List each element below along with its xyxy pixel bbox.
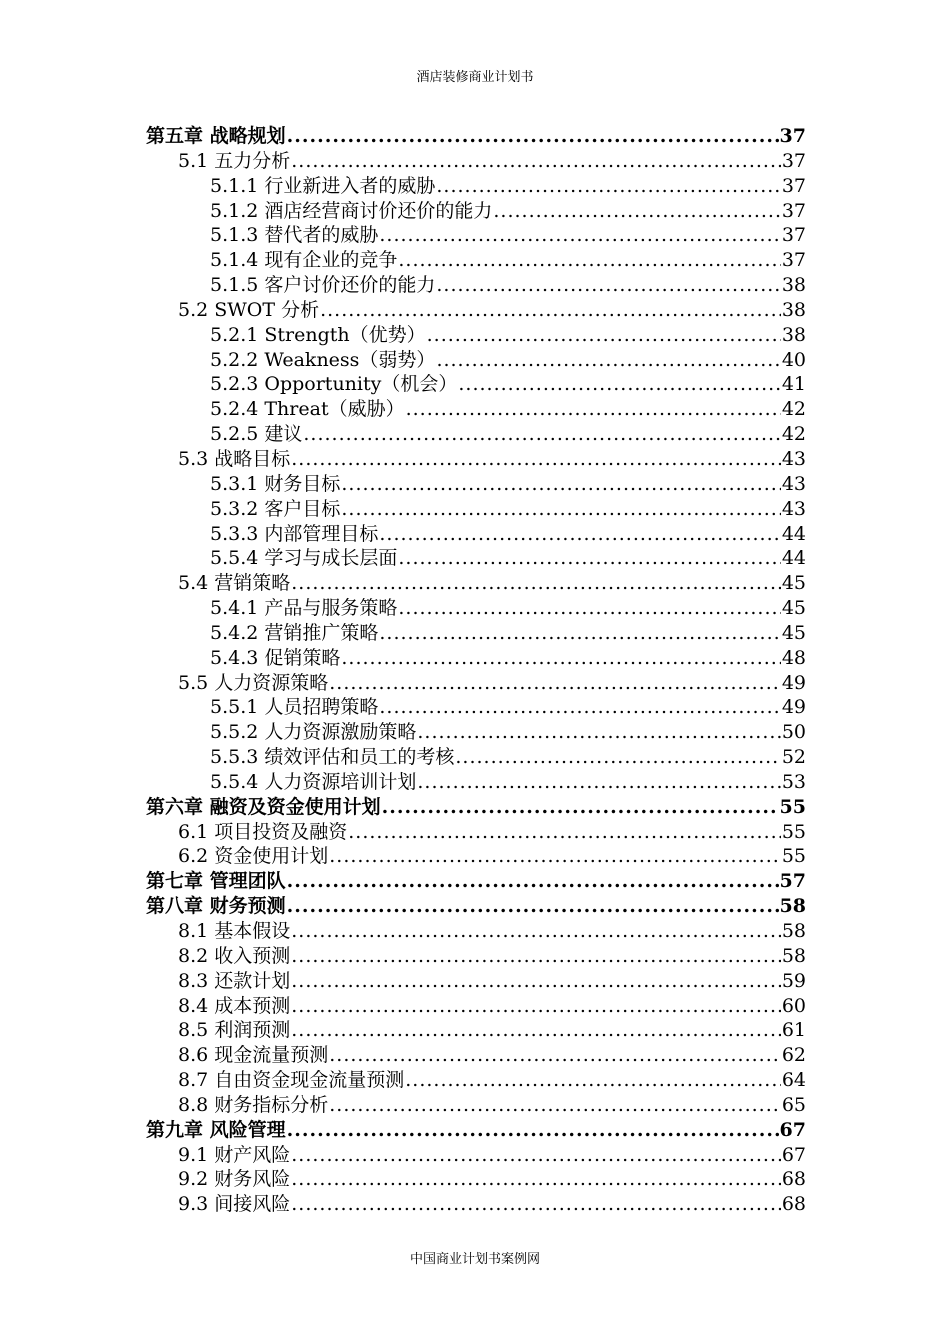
- toc-entry-label: 5.1 五力分析: [178, 149, 291, 172]
- toc-leader-dots: [417, 720, 780, 745]
- toc-leader-dots: [287, 894, 779, 919]
- toc-entry-page-number: 60: [781, 994, 806, 1017]
- toc-entry[interactable]: [146, 1018, 806, 1043]
- toc-entry[interactable]: [146, 1068, 806, 1093]
- toc-entry-page-number: 49: [781, 696, 806, 719]
- page-header: 酒店装修商业计划书: [416, 70, 534, 85]
- toc-entry-page-number: 68: [781, 1168, 806, 1191]
- toc-leader-dots: [436, 273, 780, 298]
- toc-leader-dots: [287, 1118, 779, 1143]
- toc-entry[interactable]: [146, 124, 806, 149]
- toc-entry-page-number: 58: [781, 944, 806, 967]
- toc-entry-label: 5.4.1 产品与服务策略: [210, 597, 398, 620]
- toc-entry[interactable]: [146, 969, 806, 994]
- toc-entry[interactable]: [146, 994, 806, 1019]
- toc-entry-page-number: 44: [781, 522, 806, 545]
- toc-entry[interactable]: [146, 273, 806, 298]
- toc-entry-page-number: 52: [781, 746, 806, 769]
- toc-leader-dots: [436, 174, 780, 199]
- page-footer: 中国商业计划书案例网: [409, 1252, 540, 1267]
- toc-entry-label: 5.3.1 财务目标: [210, 472, 341, 495]
- toc-entry-label: 5.1.2 酒店经营商讨价还价的能力: [210, 199, 493, 222]
- toc-entry[interactable]: [146, 571, 806, 596]
- toc-entry-page-number: 37: [781, 149, 806, 172]
- toc-leader-dots: [291, 919, 781, 944]
- toc-entry-page-number: 38: [781, 323, 806, 346]
- toc-entry-label: 第七章 管理团队: [146, 870, 286, 893]
- toc-leader-dots: [291, 571, 781, 596]
- toc-entry-label: 5.4 营销策略: [178, 572, 291, 595]
- toc-entry-label: 5.3.3 内部管理目标: [210, 522, 379, 545]
- toc-entry[interactable]: [146, 174, 806, 199]
- toc-entry-page-number: 44: [781, 547, 806, 570]
- toc-entry[interactable]: [146, 894, 806, 919]
- toc-entry[interactable]: [146, 770, 806, 795]
- toc-entry-page-number: 49: [781, 671, 806, 694]
- toc-leader-dots: [341, 497, 780, 522]
- toc-leader-dots: [493, 199, 780, 224]
- toc-entry-label: 5.2.2 Weakness（弱势）: [210, 348, 436, 371]
- toc-entry-page-number: 37: [781, 199, 806, 222]
- toc-entry[interactable]: [146, 596, 806, 621]
- toc-entry-page-number: 45: [781, 621, 806, 644]
- toc-entry-page-number: 55: [779, 795, 806, 818]
- toc-leader-dots: [287, 124, 779, 149]
- toc-entry[interactable]: [146, 323, 806, 348]
- toc-entry-page-number: 62: [781, 1044, 806, 1067]
- toc-entry[interactable]: [146, 248, 806, 273]
- toc-entry[interactable]: [146, 522, 806, 547]
- toc-entry-page-number: 37: [781, 224, 806, 247]
- toc-entry[interactable]: [146, 546, 806, 571]
- toc-entry-page-number: 38: [781, 274, 806, 297]
- toc-leader-dots: [398, 596, 780, 621]
- toc-entry-page-number: 48: [781, 646, 806, 669]
- toc-entry[interactable]: [146, 497, 806, 522]
- toc-entry[interactable]: [146, 348, 806, 373]
- toc-entry[interactable]: [146, 671, 806, 696]
- toc-entry-label: 8.3 还款计划: [178, 969, 291, 992]
- toc-leader-dots: [291, 1167, 781, 1192]
- toc-entry-page-number: 67: [779, 1118, 806, 1141]
- toc-entry-page-number: 37: [781, 174, 806, 197]
- toc-entry[interactable]: [146, 919, 806, 944]
- toc-entry-label: 5.5 人力资源策略: [178, 671, 329, 694]
- toc-entry-page-number: 43: [781, 447, 806, 470]
- toc-leader-dots: [348, 820, 781, 845]
- toc-entry[interactable]: [146, 745, 806, 770]
- toc-entry[interactable]: [146, 1093, 806, 1118]
- toc-entry-page-number: 55: [781, 820, 806, 843]
- toc-entry-label: 第九章 风险管理: [146, 1118, 286, 1141]
- toc-entry[interactable]: [146, 720, 806, 745]
- toc-entry-label: 5.1.4 现有企业的竞争: [210, 249, 398, 272]
- table-of-contents: [146, 124, 806, 1217]
- toc-entry-page-number: 38: [781, 298, 806, 321]
- toc-entry-label: 5.2.4 Threat（威胁）: [210, 398, 405, 421]
- toc-leader-dots: [320, 298, 781, 323]
- toc-entry[interactable]: [146, 1118, 806, 1143]
- toc-leader-dots: [398, 546, 780, 571]
- toc-entry[interactable]: [146, 869, 806, 894]
- toc-entry-label: 第五章 战略规划: [146, 125, 286, 147]
- toc-entry-page-number: 64: [781, 1069, 806, 1092]
- toc-leader-dots: [287, 869, 779, 894]
- toc-entry-page-number: 42: [781, 398, 806, 421]
- toc-entry-label: 8.6 现金流量预测: [178, 1044, 329, 1067]
- toc-leader-dots: [406, 397, 781, 422]
- toc-leader-dots: [379, 522, 780, 547]
- toc-entry[interactable]: [146, 472, 806, 497]
- toc-entry-page-number: 42: [781, 423, 806, 446]
- toc-entry-label: 5.5.4 人力资源培训计划: [210, 770, 417, 793]
- toc-entry-label: 5.2.3 Opportunity（机会）: [210, 373, 458, 396]
- toc-entry-label: 9.2 财务风险: [178, 1168, 291, 1191]
- toc-entry[interactable]: [146, 422, 806, 447]
- toc-leader-dots: [458, 372, 780, 397]
- toc-entry-label: 8.7 自由资金现金流量预测: [178, 1069, 405, 1092]
- toc-entry-label: 5.5.3 绩效评估和员工的考核: [210, 746, 455, 769]
- toc-entry-page-number: 43: [781, 472, 806, 495]
- toc-entry-page-number: 57: [779, 870, 806, 893]
- toc-entry-page-number: 41: [781, 373, 806, 396]
- toc-entry-label: 5.1.3 替代者的威胁: [210, 224, 379, 247]
- toc-leader-dots: [291, 447, 781, 472]
- toc-entry-label: 8.8 财务指标分析: [178, 1093, 329, 1116]
- toc-entry-page-number: 65: [781, 1093, 806, 1116]
- toc-entry-page-number: 45: [781, 597, 806, 620]
- toc-entry[interactable]: [146, 820, 806, 845]
- toc-leader-dots: [455, 745, 780, 770]
- toc-entry[interactable]: [146, 447, 806, 472]
- toc-entry-label: 8.5 利润预测: [178, 1019, 291, 1042]
- toc-leader-dots: [417, 770, 780, 795]
- toc-entry-label: 5.2 SWOT 分析: [178, 298, 320, 321]
- toc-entry[interactable]: [146, 223, 806, 248]
- toc-entry[interactable]: [146, 695, 806, 720]
- toc-entry-label: 9.1 财产风险: [178, 1143, 291, 1166]
- toc-entry-label: 5.2.5 建议: [210, 423, 303, 446]
- toc-entry-page-number: 45: [781, 572, 806, 595]
- toc-leader-dots: [341, 472, 780, 497]
- toc-entry[interactable]: [146, 372, 806, 397]
- toc-leader-dots: [382, 795, 779, 820]
- toc-leader-dots: [329, 1043, 781, 1068]
- toc-entry-label: 6.2 资金使用计划: [178, 845, 329, 868]
- toc-leader-dots: [291, 944, 781, 969]
- toc-leader-dots: [303, 422, 780, 447]
- toc-entry-page-number: 40: [781, 348, 806, 371]
- toc-entry-label: 8.1 基本假设: [178, 920, 291, 942]
- toc-leader-dots: [291, 994, 781, 1019]
- toc-entry-label: 5.3 战略目标: [178, 447, 291, 470]
- toc-entry-label: 8.4 成本预测: [178, 994, 291, 1017]
- toc-entry[interactable]: [146, 199, 806, 224]
- toc-entry-label: 5.5.2 人力资源激励策略: [210, 721, 417, 744]
- toc-entry-label: 5.3.2 客户目标: [210, 497, 341, 520]
- toc-leader-dots: [398, 248, 780, 273]
- toc-entry-label: 第六章 融资及资金使用计划: [146, 795, 381, 818]
- toc-entry[interactable]: [146, 149, 806, 174]
- toc-leader-dots: [291, 1143, 781, 1168]
- toc-leader-dots: [379, 695, 780, 720]
- toc-entry[interactable]: [146, 944, 806, 969]
- toc-entry-label: 5.4.2 营销推广策略: [210, 621, 379, 644]
- toc-entry-label: 5.1.1 行业新进入者的威胁: [210, 174, 436, 197]
- toc-entry-page-number: 53: [781, 770, 806, 793]
- toc-leader-dots: [379, 223, 780, 248]
- toc-entry-page-number: 59: [781, 969, 806, 992]
- toc-entry-page-number: 58: [781, 920, 806, 942]
- toc-leader-dots: [436, 348, 780, 373]
- toc-leader-dots: [329, 671, 781, 696]
- toc-entry[interactable]: [146, 795, 806, 820]
- toc-leader-dots: [341, 646, 780, 671]
- toc-entry-page-number: 55: [781, 845, 806, 868]
- toc-entry-page-number: 58: [779, 895, 806, 918]
- toc-entry[interactable]: [146, 1167, 806, 1192]
- toc-leader-dots: [379, 621, 780, 646]
- toc-leader-dots: [329, 1093, 781, 1118]
- toc-leader-dots: [291, 1192, 781, 1217]
- toc-entry-label: 5.1.5 客户讨价还价的能力: [210, 274, 436, 297]
- toc-entry-page-number: 37: [779, 125, 806, 147]
- toc-entry[interactable]: [146, 1143, 806, 1168]
- toc-entry-label: 6.1 项目投资及融资: [178, 820, 348, 843]
- toc-entry-page-number: 43: [781, 497, 806, 520]
- toc-entry[interactable]: [146, 844, 806, 869]
- toc-entry-label: 第八章 财务预测: [146, 895, 286, 918]
- toc-entry-page-number: 67: [781, 1143, 806, 1166]
- toc-entry[interactable]: [146, 1043, 806, 1068]
- toc-leader-dots: [291, 1018, 781, 1043]
- toc-entry-page-number: 68: [781, 1193, 806, 1216]
- toc-entry-page-number: 50: [781, 721, 806, 744]
- toc-leader-dots: [329, 844, 781, 869]
- toc-entry-label: 5.4.3 促销策略: [210, 646, 341, 669]
- toc-leader-dots: [405, 1068, 781, 1093]
- toc-entry-label: 5.5.4 学习与成长层面: [210, 547, 398, 570]
- toc-leader-dots: [291, 969, 781, 994]
- toc-entry[interactable]: [146, 298, 806, 323]
- toc-entry[interactable]: [146, 397, 806, 422]
- toc-entry-label: 5.5.1 人员招聘策略: [210, 696, 379, 719]
- toc-entry-label: 9.3 间接风险: [178, 1193, 291, 1216]
- toc-entry-page-number: 37: [781, 249, 806, 272]
- toc-entry-label: 8.2 收入预测: [178, 944, 291, 967]
- toc-entry-label: 5.2.1 Strength（优势）: [210, 323, 426, 346]
- toc-entry[interactable]: [146, 621, 806, 646]
- toc-leader-dots: [427, 323, 781, 348]
- toc-entry[interactable]: [146, 1192, 806, 1217]
- toc-entry[interactable]: [146, 646, 806, 671]
- toc-leader-dots: [291, 149, 781, 174]
- toc-entry-page-number: 61: [781, 1019, 806, 1042]
